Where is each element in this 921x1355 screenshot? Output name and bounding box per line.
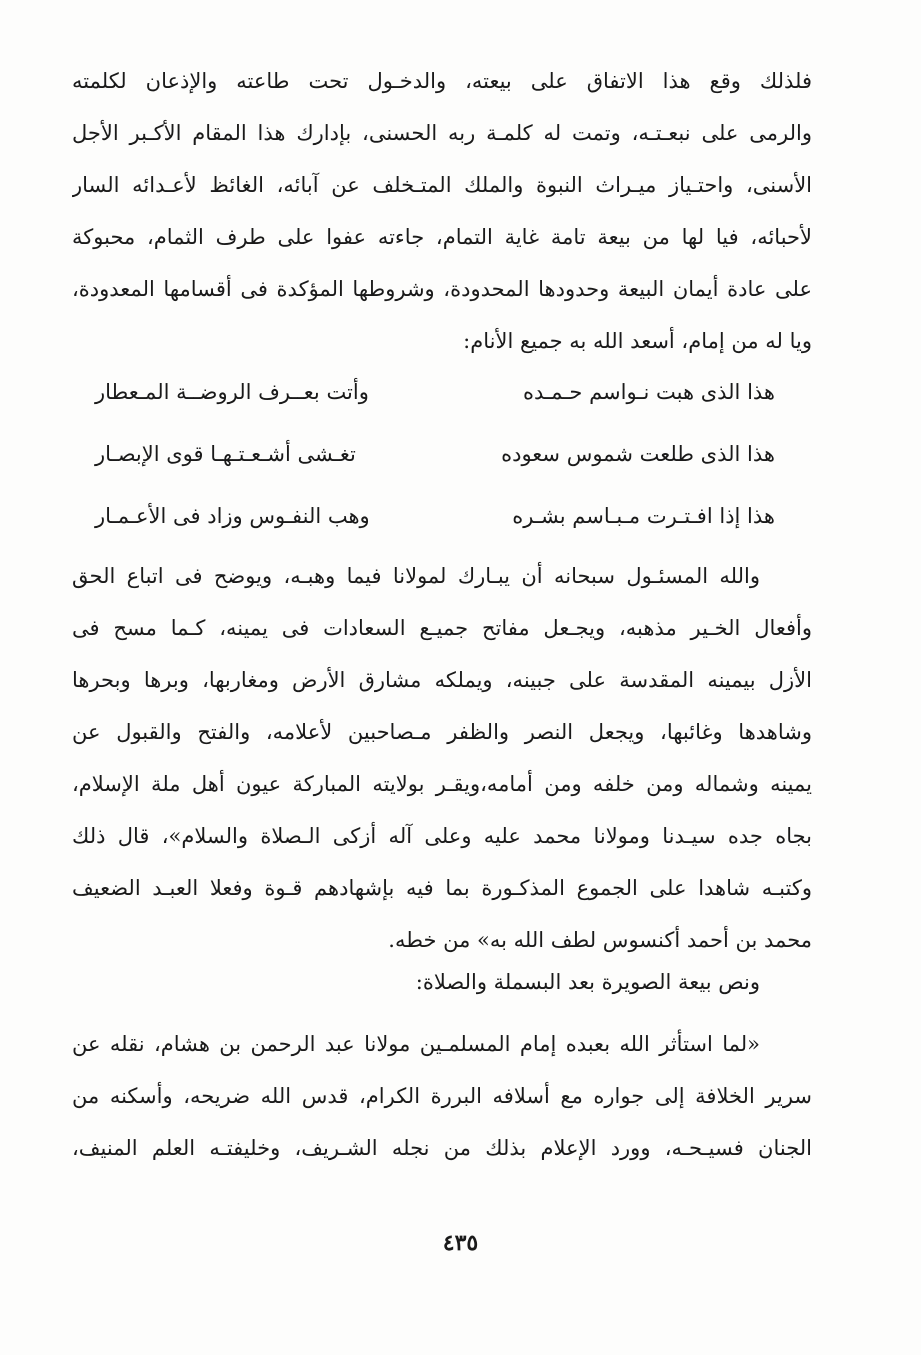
verse-second-hemistich: تغـشى أشـعـتـهـا قوى الإبصـار — [95, 442, 356, 466]
text-line: على عادة أيمان البيعة وحدودها المحدودة، وشروطها المؤكدة فى أقسامها المعدودة، — [72, 277, 812, 301]
verse-row — [95, 366, 775, 428]
text-line: سرير الخلافة إلى جواره مع أسلافه البررة الكرام، قدس الله ضريحه، وأسكنه من — [72, 1084, 812, 1108]
verse-row — [95, 428, 775, 490]
text-line: «لما استأثر الله بعبده إمام المسلمـين مولانا عبد الرحمن بن هشام، نقله عن — [72, 1032, 760, 1056]
verse-first-hemistich: هذا الذى هبت نـواسم حـمـده — [522, 380, 775, 404]
page-number: ٤٣٥ — [442, 1230, 479, 1256]
text-line: والله المسئـول سبحانه أن يبـارك لمولانا فيما وهبـه، ويوضح فى اتباع الحق — [72, 564, 760, 588]
text-line: وكتبـه شاهدا على الجموع المذكـورة بما فيه بإشهادهم قـوة وفعلا العبـد الضعيف — [72, 876, 812, 900]
text-line: لأحبائه، فيا لها من بيعة تامة غاية التمام، جاءته عفوا على طرف الثمام، محبوكة — [72, 225, 812, 249]
text-line: وشاهدها وغائبها، ويجعل النصر والظفر مـصاحبين لأعلامه، والفتح والقبول عن — [72, 720, 812, 744]
text-line: محمد بن أحمد أكنسوس لطف الله به» من خطه. — [388, 928, 812, 952]
text-line: ونص بيعة الصويرة بعد البسملة والصلاة: — [415, 970, 760, 994]
verse-second-hemistich: وهب النفـوس وزاد فى الأعـمـار — [95, 504, 370, 528]
text-line: يمينه وشماله ومن خلفه ومن أمامه،ويقـر بولايته المباركة عيون أهل ملة الإسلام، — [72, 772, 812, 796]
text-line: فلذلك وقع هذا الاتفاق على بيعته، والدخـول تحت طاعته والإذعان لكلمته — [72, 69, 812, 93]
text-line: بجاه جده سيـدنا ومولانا محمد عليه وعلى آله أزكى الـصلاة والسلام»، قال ذلك — [72, 824, 812, 848]
poem-verses — [95, 366, 775, 552]
verse-first-hemistich: هذا الذى طلعت شموس سعوده — [501, 442, 775, 466]
text-line: وأفعال الخـير مذهبه، ويجـعل مفاتح جميـع السعادات فى يمينه، كـما مسح فى — [72, 616, 812, 640]
verse-row — [95, 490, 775, 552]
paragraph-4 — [72, 1018, 812, 1174]
verse-second-hemistich: وأتت بعــرف الروضــة المـعطار — [95, 380, 369, 404]
paragraph-3 — [72, 956, 812, 1008]
text-line: الأسنى، واحتـياز ميـراث النبوة والملك المتـخلف عن آبائه، الغائظ لأعـدائه السار — [72, 173, 812, 197]
text-line: ويا له من إمام، أسعد الله به جميع الأنام: — [463, 329, 812, 353]
text-line: الأزل بيمينه المقدسة على جبينه، ويملكه مشارق الأرض ومغاربها، وبرها وبحرها — [72, 668, 812, 692]
verse-first-hemistich: هذا إذا افـتـرت مـبـاسم بشـره — [512, 504, 775, 528]
paragraph-1 — [72, 55, 812, 367]
text-line: والرمى على نبعـتـه، وتمت له كلمـة ربه الحسنى، بإدارك هذا المقام الأكـبر الأجل — [72, 121, 812, 145]
paragraph-2 — [72, 550, 812, 966]
text-line: الجنان فسيـحـه، وورد الإعلام بذلك من نجله الشـريف، وخليفتـه العلم المنيف، — [72, 1136, 812, 1160]
